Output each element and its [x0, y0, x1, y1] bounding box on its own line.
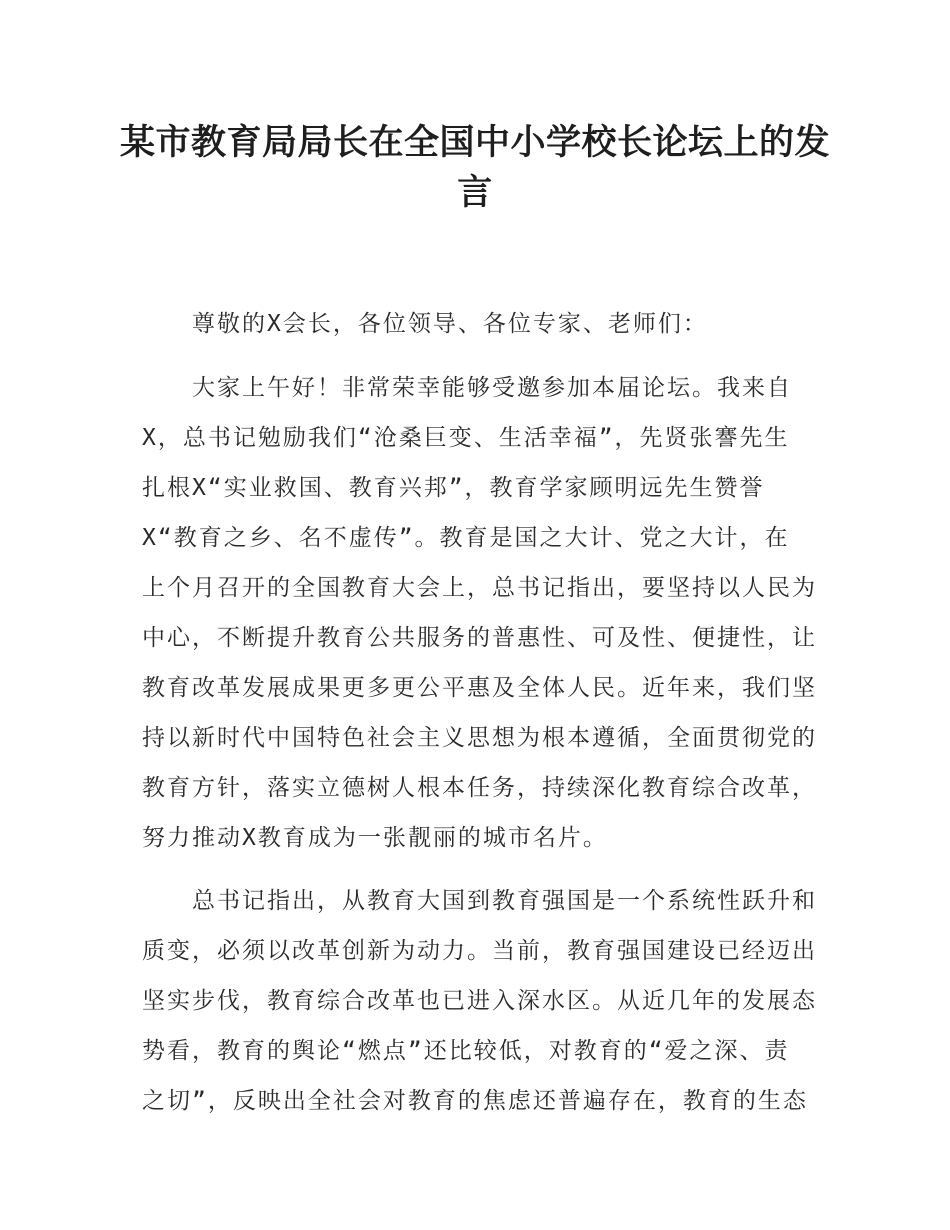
- paragraph-1-line: X，总书记勉励我们“沧桑巨变、生活幸福”，先贤张謇先生: [142, 425, 790, 451]
- paragraph-2-line: 总书记指出，从教育大国到教育强国是一个系统性跃升和: [192, 888, 817, 914]
- paragraph-1-line: 扎根X“实业救国、教育兴邦”，教育学家顾明远先生赞誉: [142, 475, 765, 501]
- paragraph-1-line: 教育方针，落实立德树人根本任务，持续深化教育综合改革，: [142, 775, 817, 801]
- paragraph-1-line: 大家上午好！非常荣幸能够受邀参加本届论坛。我来自: [192, 375, 792, 401]
- paragraph-2-line: 势看，教育的舆论“燃点”还比较低，对教育的“爱之深、责: [142, 1038, 790, 1064]
- paragraph-2-line: 质变，必须以改革创新为动力。当前，教育强国建设已经迈出: [142, 938, 817, 964]
- paragraph-2-line: 坚实步伐，教育综合改革也已进入深水区。从近几年的发展态: [142, 988, 817, 1014]
- paragraph-1-line: 持以新时代中国特色社会主义思想为根本遵循，全面贯彻党的: [142, 725, 817, 751]
- paragraph-2-line: 之切”，反映出全社会对教育的焦虑还普遍存在，教育的生态: [142, 1088, 808, 1114]
- document-title: 某市教育局局长在全国中小学校长论坛上的发言: [120, 122, 831, 213]
- salutation: 尊敬的X会长，各位领导、各位专家、老师们：: [192, 311, 708, 337]
- paragraph-1-line: 教育改革发展成果更多更公平惠及全体人民。近年来，我们坚: [142, 675, 817, 701]
- paragraph-1-line: X“教育之乡、名不虚传”。教育是国之大计、党之大计，在: [142, 525, 790, 551]
- paragraph-1-line: 上个月召开的全国教育大会上，总书记指出，要坚持以人民为: [142, 575, 817, 601]
- paragraph-1-line: 中心，不断提升教育公共服务的普惠性、可及性、便捷性，让: [142, 625, 817, 651]
- paragraph-1-line: 努力推动X教育成为一张靓丽的城市名片。: [142, 825, 608, 851]
